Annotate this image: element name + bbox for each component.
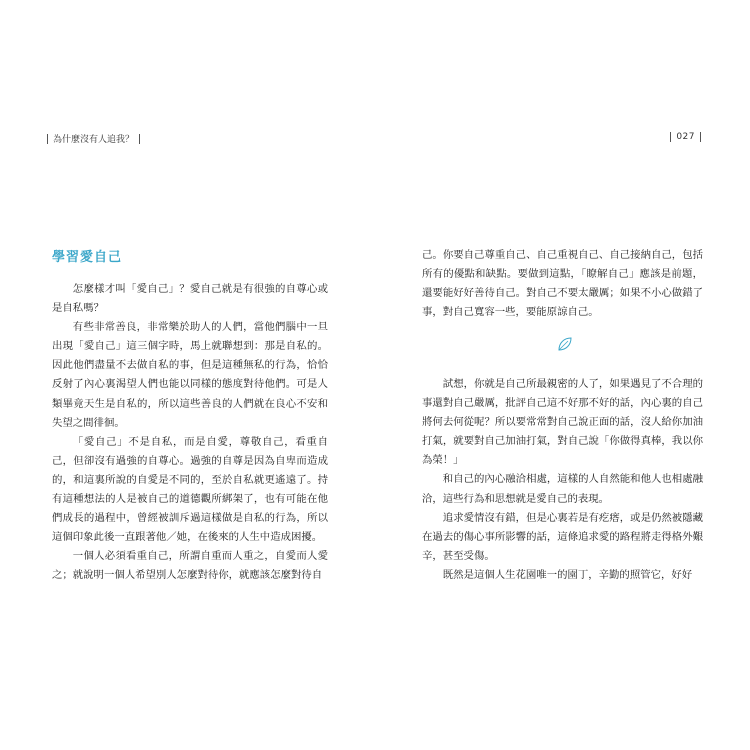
running-header	[42, 132, 145, 145]
section-title: 學習愛自己	[52, 250, 123, 265]
header-divider	[47, 134, 48, 144]
page-number: 027	[676, 132, 695, 142]
paragraph: 追求愛情沒有錯，但是心裏若是有疙瘩，或是仍然被隱藏在過去的傷心事所影響的話，這條追求愛的路程將走得格外艱辛，甚至受傷。	[422, 511, 703, 562]
paragraph: 「愛自己」不是自私，而是自愛，尊敬自己，看重自己，但卻沒有過強的自尊心。過強的自尊是因為自卑而造成的，和這裏所說的自愛是不同的，至於自私就更遙遠了。持有這種想法的人是被自己的道德觀所綁架了，也有可能在他們成長的過程中，曾經被訓斥過這樣做是自私的行為，所以這個印象此後一直跟著他／她，在後來的人生中造成困擾。	[52, 435, 328, 544]
running-header	[665, 132, 706, 142]
paragraph: 有些非常善良，非常樂於助人的人們，當他們腦中一旦出現「愛自己」這三個字時，馬上就聯想到：那是自私的。因此他們盡量不去做自私的事，但是這種無私的行為，恰恰反射了內心裏渴望人們也能以同樣的態度對待他們。可是人類畢竟天生是自私的，所以這些善良的人們就在良心不安和失望之間徘徊。	[52, 321, 328, 429]
header-divider	[139, 134, 140, 144]
paragraph: 既然是這個人生花園唯一的園丁，辛勤的照管它，好好	[442, 568, 693, 581]
leaf-icon	[556, 335, 574, 353]
body-text	[52, 280, 328, 586]
body-text	[422, 246, 703, 322]
paragraph: 怎麼樣才叫「愛自己」？愛自己就是有很強的自尊心或是自私嗎？	[52, 283, 328, 315]
book-title: 為什麼沒有人追我？	[53, 135, 135, 145]
paragraph: 己。你要自己尊重自己、自己重視自己、自己接納自己，包括所有的優點和缺點。要做到這點，「瞭解自己」應該是前題，還要能好好善待自己。對自己不要太嚴厲；如果不小心做錯了事，對自己寬容一些，要能原諒自己。	[422, 249, 703, 319]
paragraph: 和自己的內心融洽相處，這樣的人自然能和他人也相處融洽，這些行為和思想就是愛自己的表現。	[422, 473, 703, 505]
body-text	[422, 375, 703, 585]
header-divider	[700, 132, 701, 142]
right-page	[375, 0, 750, 750]
header-divider	[670, 132, 671, 142]
paragraph: 一個人必須看重自己，所謂自重而人重之，自愛而人愛之；就說明一個人希望別人怎麼對待你，就應該怎麼對待自	[52, 550, 328, 582]
paragraph: 試想，你就是自己所最親密的人了，如果遇見了不合理的事還對自己嚴厲，批評自己這不好那不好的話，內心裏的自己將何去何從呢？所以要常常對自己說正面的話，沒人給你加油打氣，就要對自己加油打氣，對自己說「你做得真棒，我以你為榮！」	[422, 378, 703, 467]
